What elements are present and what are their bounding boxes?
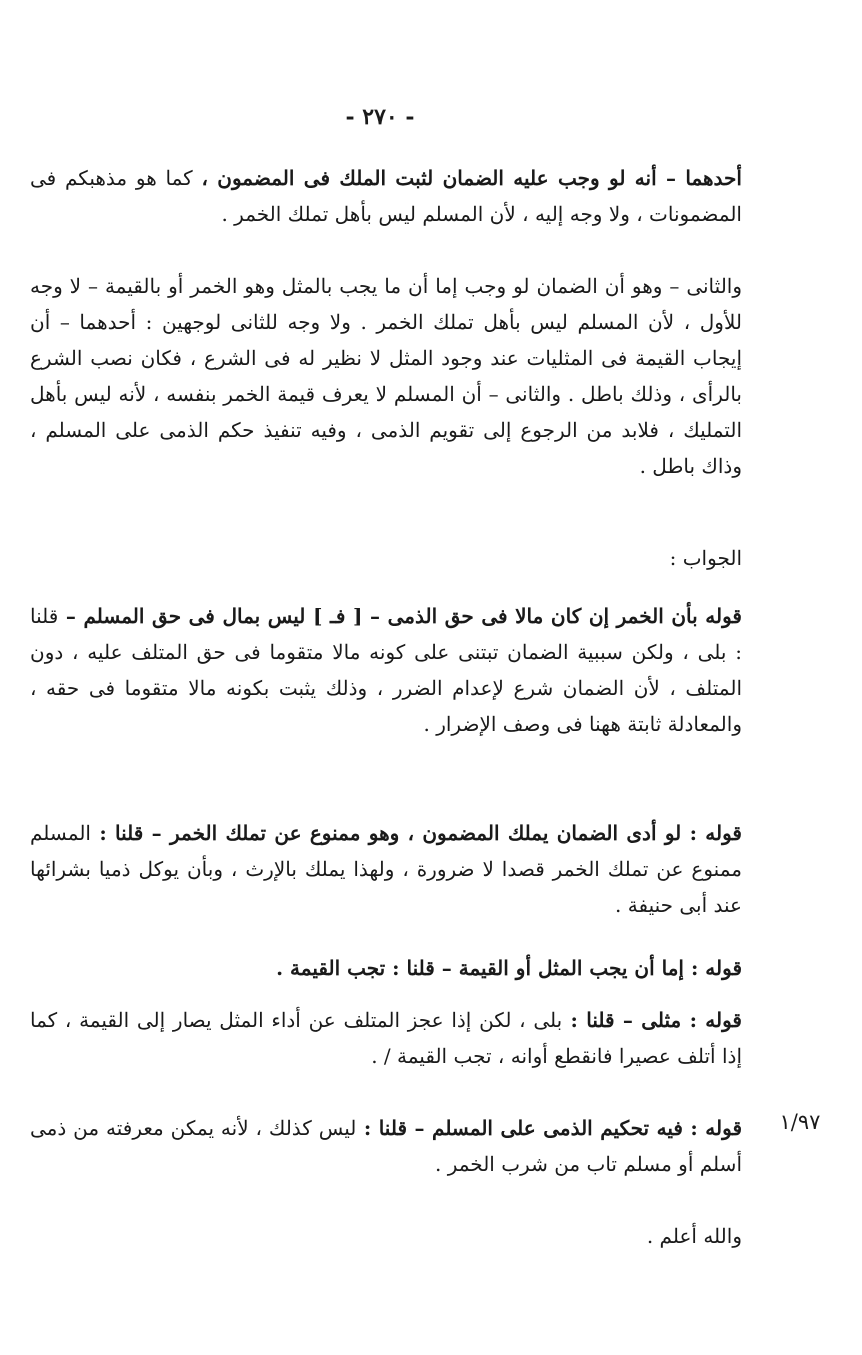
paragraph-1-lead: أحدهما – أنه لو وجب عليه الضمان لثبت الملك فى المضمون ، [201,166,742,190]
answer-heading [30,540,742,576]
paragraph-1-text: كما هو مذهبكم فى المضمونات ، ولا وجه إليه ، لأن المسلم ليس بأهل تملك الخمر . [30,166,742,226]
paragraph-4-lead: قوله : لو أدى الضمان يملك المضمون ، وهو ممنوع عن تملك الخمر – قلنا : [91,821,742,845]
paragraph-7-text: ليس كذلك ، لأنه يمكن معرفته من ذمى أسلم أو مسلم تاب من شرب الخمر . [30,1116,742,1176]
paragraph-6 [30,1002,742,1074]
paragraph-6-text: بلى ، لكن إذا عجز المتلف عن أداء المثل يصار إلى القيمة ، كما إذا أتلف عصيرا فانقطع أوانه ، تجب القيمة / . [30,1008,742,1068]
paragraph-2 [30,268,742,484]
paragraph-4 [30,815,742,923]
paragraph-6-lead: قوله : مثلى – قلنا : [562,1008,742,1032]
page-number: - ٢٧٠ - [345,104,415,130]
paragraph-3-lead: قوله بأن الخمر إن كان مالا فى حق الذمى – [ فـ ] ليس بمال فى حق المسلم – [58,604,742,628]
paragraph-7 [30,1110,742,1182]
paragraph-1 [30,160,742,232]
paragraph-3-text: قلنا : بلى ، ولكن سببية الضمان تبتنى على كونه مالا متقوما فى حق المتلف عليه ، دون المتلف ، لأن الضمان شرع لإعدام الضرر ، وذلك يثبت بكونه مالا متقوما فى حقه ، والمعادلة ثابتة ههنا فى وصف الإضرار . [30,604,742,736]
folio-margin-note: ١/٩٧ [779,1110,821,1134]
paragraph-4-text: المسلم ممنوع عن تملك الخمر قصدا لا ضرورة ، ولهذا يملك بالإرث ، وبأن يوكل ذميا بشرائها عند أبى حنيفة . [30,821,742,917]
answer-heading-text: الجواب : [669,546,742,570]
paragraph-5-lead: قوله : إما أن يجب المثل أو القيمة – قلنا : تجب القيمة . [276,956,742,980]
paragraph-5 [30,950,742,986]
closing-line [30,1218,742,1254]
paragraph-2-text: والثانى – وهو أن الضمان لو وجب إما أن ما يجب بالمثل وهو الخمر أو بالقيمة – لا وجه للأول ، لأن المسلم ليس بأهل تملك الخمر . ولا وجه للثانى لوجهين : أحدهما – أن إيجاب القيمة فى المثليات عند وجود المثل لا نظير له فى الشرع ، فكان نصب الشرع بالرأى ، وذلك باطل . والثانى – أن المسلم لا يعرف قيمة الخمر بنفسه ، لأنه ليس بأهل التمليك ، فلابد من الرجوع إلى تقويم الذمى ، وفيه تنفيذ حكم الذمى على المسلم ، وذاك باطل . [30,274,742,478]
paragraph-3 [30,598,742,742]
paragraph-7-lead: قوله : فيه تحكيم الذمى على المسلم – قلنا : [356,1116,743,1140]
closing-line-text: والله أعلم . [646,1224,742,1248]
